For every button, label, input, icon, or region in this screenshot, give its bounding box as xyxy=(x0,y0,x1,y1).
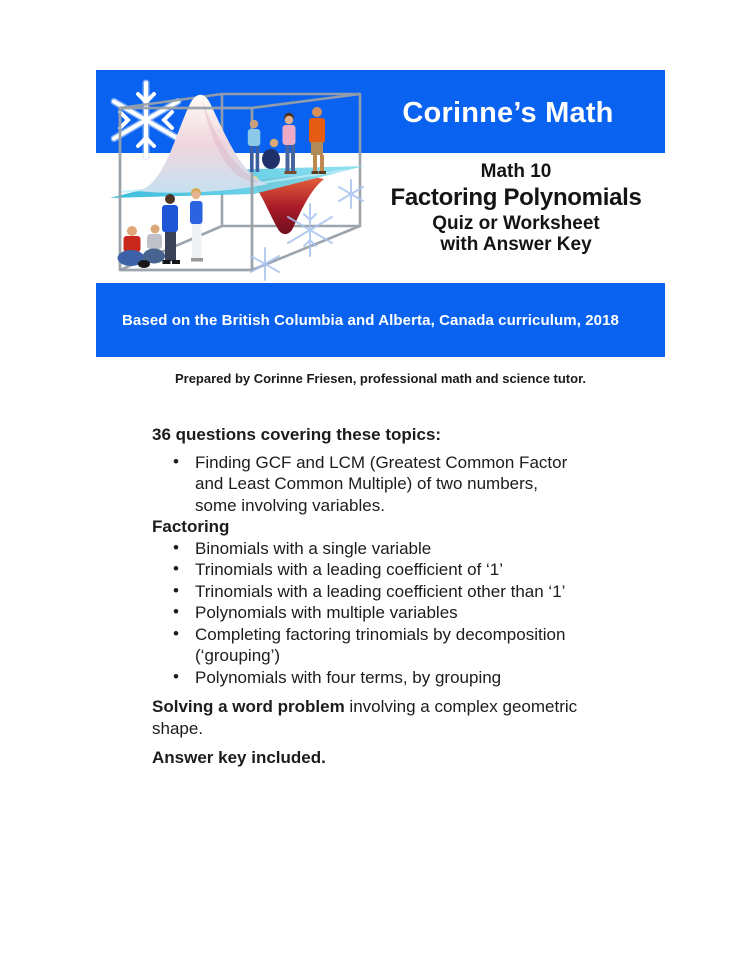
intro-bullet-list xyxy=(152,452,580,517)
factoring-heading: Factoring xyxy=(152,517,230,536)
byline-text: Prepared by Corinne Friesen, professional math and science tutor. xyxy=(174,371,587,386)
product-subtitle-2: with Answer Key xyxy=(440,234,592,255)
students-standing-group xyxy=(248,107,326,174)
word-problem-paragraph xyxy=(152,696,602,740)
answer-key-text: Answer key included. xyxy=(152,748,326,767)
curriculum-banner-text: Based on the British Columbia and Alberta, Canada curriculum, 2018 xyxy=(122,311,619,329)
bullet-item: • Trinomials with a leading coefficient other than ‘1’ xyxy=(152,581,580,603)
product-course: Math 10 xyxy=(480,161,552,182)
product-title-block xyxy=(380,160,652,255)
math-surface-illustration xyxy=(102,78,372,288)
word-problem-bold: Solving a word problem xyxy=(152,697,345,716)
intro-heading: 36 questions covering these topics: xyxy=(152,425,442,444)
snowflake-icon xyxy=(114,83,178,157)
students-sitting-group xyxy=(118,188,204,268)
description-section xyxy=(152,424,622,769)
curriculum-banner xyxy=(96,283,665,357)
brand-title: Corinne’s Math xyxy=(402,97,614,129)
bullet-item: • Trinomials with a leading coefficient of ‘1’ xyxy=(152,559,580,581)
product-title: Factoring Polynomials xyxy=(390,184,642,211)
word-problem-rest: involving a complex geometric shape. xyxy=(152,697,578,738)
bullet-item: • Polynomials with multiple variables xyxy=(152,602,580,624)
product-subtitle-1: Quiz or Worksheet xyxy=(432,213,600,234)
bullet-item: • Finding GCF and LCM (Greatest Common Factor and Least Common Multiple) of two numbers, some involving variables. xyxy=(152,452,580,517)
bullet-item: • Completing factoring trinomials by decomposition (‘grouping’) xyxy=(152,624,580,667)
bullet-item: • Binomials with a single variable xyxy=(152,538,580,560)
factoring-bullet-list xyxy=(152,538,580,689)
bullet-item: • Polynomials with four terms, by grouping xyxy=(152,667,580,689)
